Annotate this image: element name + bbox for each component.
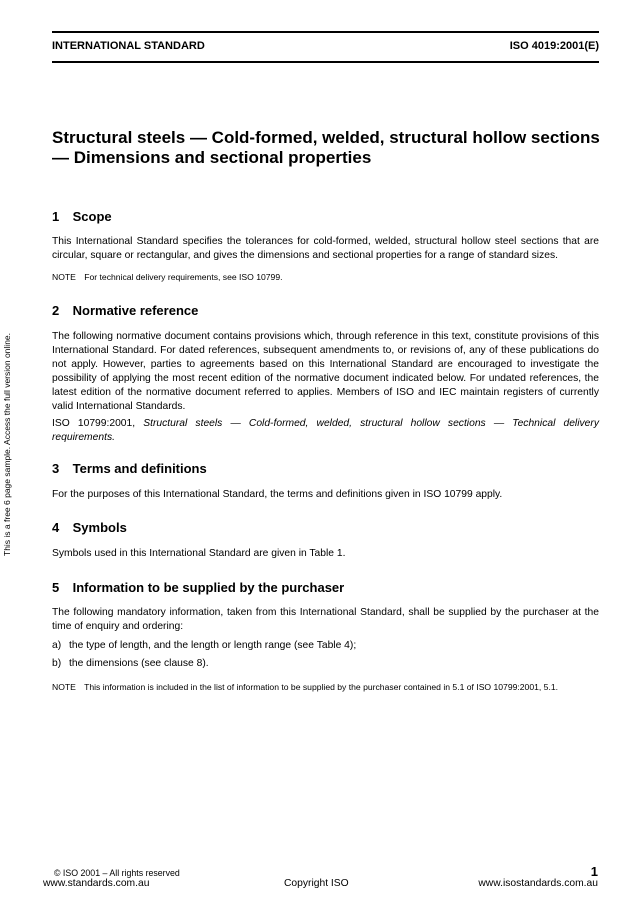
footer-center-text: Copyright ISO [284, 878, 349, 889]
copyright-notice: © ISO 2001 – All rights reserved [54, 868, 180, 878]
page-number: 1 [590, 864, 598, 879]
footer-left-link[interactable]: www.standards.com.au [43, 878, 150, 889]
information-note: NOTE This information is included in the list of information to be supplied by the purchaser contained in 5.1 of ISO 10799:2001, 5.1. [52, 682, 559, 692]
list-item: b) the dimensions (see clause 8). [52, 658, 209, 669]
scope-note: NOTE For technical delivery requirements, see ISO 10799. [52, 272, 283, 282]
scope-paragraph: This International Standard specifies the tolerances for cold-formed, welded, structural hollow steel sections that are circular, square or rectangular, and gives the dimensions and sectional properties for a range of standard sizes. [52, 236, 599, 261]
section-heading-terms: 3 Terms and definitions [52, 461, 207, 476]
header-top-rule [52, 31, 599, 33]
section-heading-normative-reference: 2 Normative reference [52, 303, 199, 318]
document-type: INTERNATIONAL STANDARD [52, 40, 205, 52]
sample-notice: This is a free 6 page sample. Access the full version online. [2, 332, 12, 556]
document-title: Structural steels — Cold-formed, welded, structural hollow sections — Dimensions and sectional properties [52, 128, 600, 167]
footer-right-link[interactable]: www.isostandards.com.au [478, 878, 598, 889]
section-heading-information: 5 Information to be supplied by the purchaser [52, 580, 345, 595]
section-heading-scope: 1 Scope [52, 209, 112, 224]
document-number: ISO 4019:2001(E) [509, 40, 599, 52]
symbols-paragraph: Symbols used in this International Standard are given in Table 1. [52, 548, 346, 559]
normative-reference-entry: ISO 10799:2001, Structural steels — Cold-formed, welded, structural hollow sections — Technical delivery requirements. [52, 418, 599, 443]
header-bottom-rule [52, 61, 599, 63]
section-heading-symbols: 4 Symbols [52, 520, 127, 535]
normative-reference-paragraph: The following normative document contains provisions which, through reference in this text, constitute provisions of this International Standard. For dated references, subsequent amendments to, or revisions of, any of these publications do not apply. However, parties to agreements based on this International Standard are encouraged to investigate the possibility of applying the most recent edition of the normative document indicated below. For undated references, the latest edition of the normative document referred to applies. Members of ISO and IEC maintain registers of currently valid International Standards. [52, 331, 599, 412]
information-paragraph: The following mandatory information, taken from this International Standard, shall be supplied by the purchaser at the time of enquiry and ordering: [52, 607, 599, 632]
list-item: a) the type of length, and the length or length range (see Table 4); [52, 640, 357, 651]
terms-paragraph: For the purposes of this International Standard, the terms and definitions given in ISO 10799 apply. [52, 489, 503, 500]
